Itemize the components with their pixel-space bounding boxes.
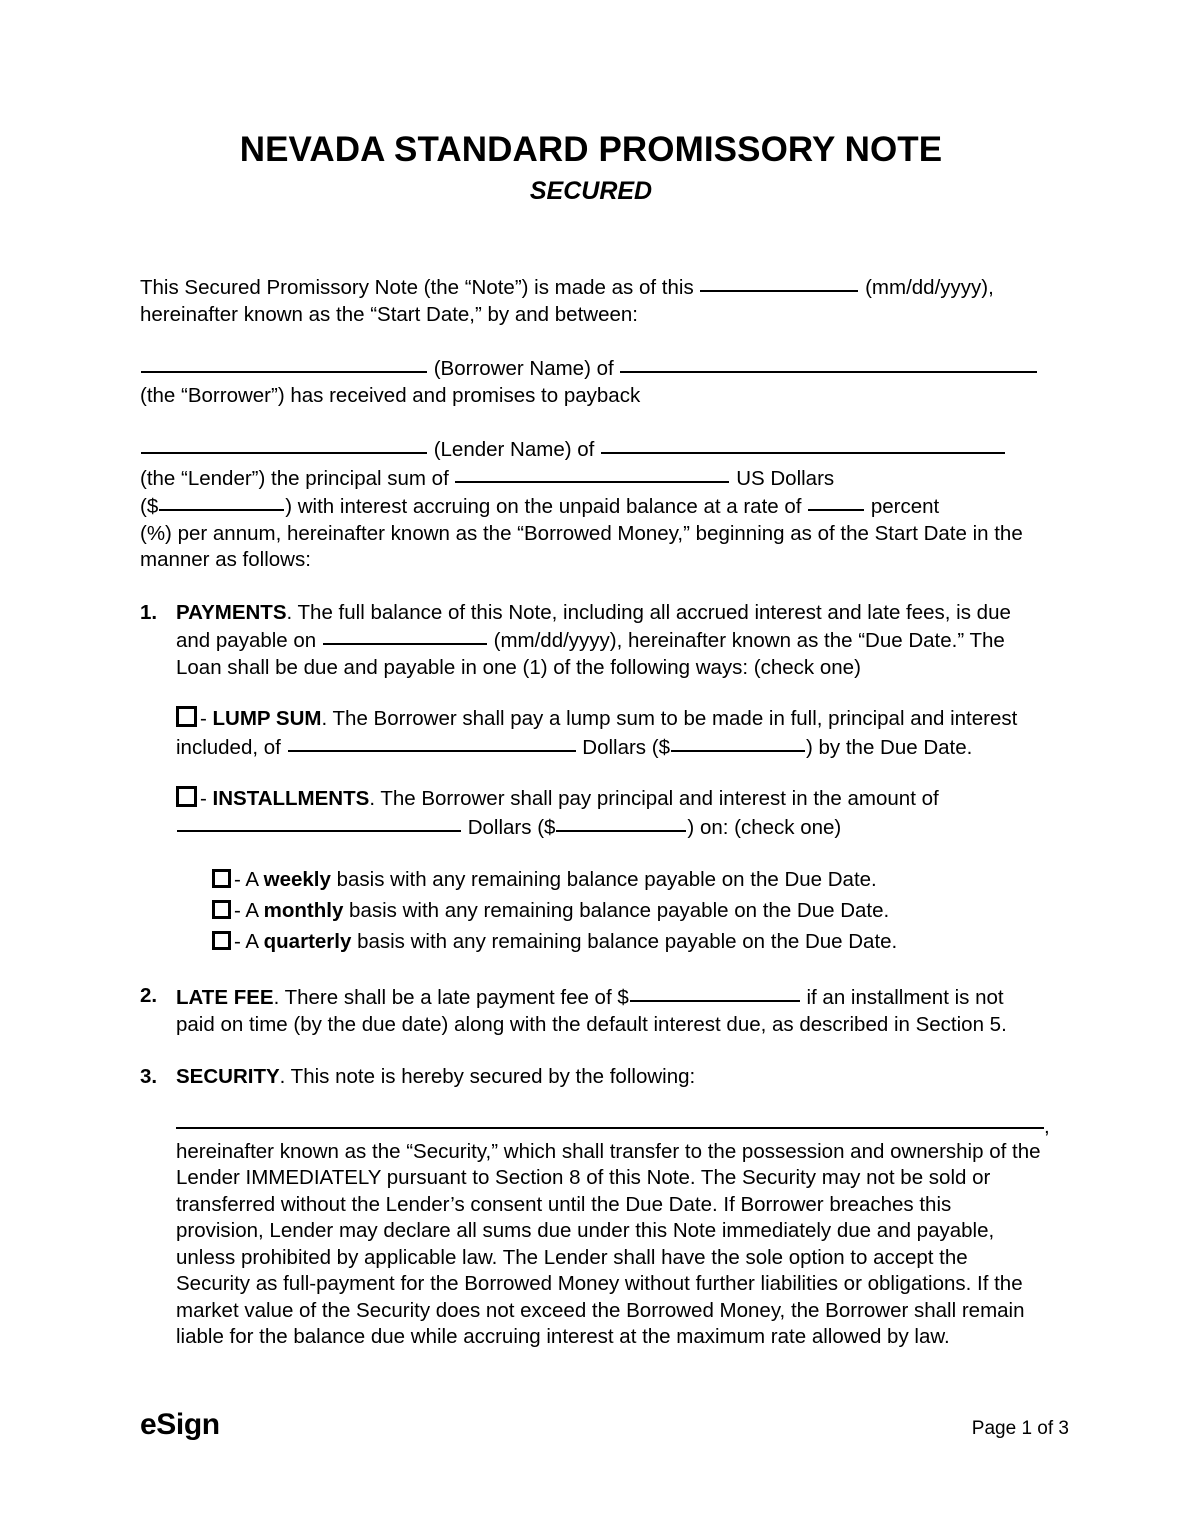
- interest-rate-blank[interactable]: [808, 492, 864, 511]
- option-lump-sum-body: [176, 706, 1042, 761]
- frequency-option-quarterly[interactable]: [212, 926, 1042, 957]
- section-payments: [140, 600, 1042, 682]
- intro-line1-b: (mm/dd/yyyy), hereinafter known as the “Start Date,” by and between:: [140, 276, 994, 326]
- checkbox-weekly-icon[interactable]: [212, 869, 231, 888]
- section-security: [140, 1064, 1042, 1091]
- frequency-options-group: [212, 864, 1042, 957]
- option-installments-body: [176, 786, 1042, 841]
- principal-sum-words-blank[interactable]: [455, 464, 729, 483]
- page-number: Page 1 of 3: [971, 1418, 1069, 1439]
- installments-label: INSTALLMENTS: [212, 787, 370, 811]
- section-late-fee: [140, 983, 1042, 1038]
- quarterly-prefix: - A: [234, 930, 264, 954]
- intro-line1-a: This Secured Promissory Note (the “Note”) is made as of this: [140, 276, 694, 300]
- lump-sum-dash: -: [200, 707, 213, 731]
- borrower-name-label: (Borrower Name) of: [433, 357, 614, 381]
- section-3-number: 3.: [140, 1065, 158, 1089]
- section-1-text-b: (mm/dd/yyyy), hereinafter known as the “Due Date.” The Loan shall be due and payable in one (1) of the following ways: (check one): [176, 629, 1005, 679]
- section-2-text-b: if an installment is not paid on time (by the due date) along with the default interest due, as described in Section 5.: [176, 986, 1007, 1036]
- lump-sum-text-c: Dollars ($: [582, 735, 670, 759]
- security-paragraph: hereinafter known as the “Security,” which shall transfer to the possession and ownership of the Lender IMMEDIATELY pursuant to Section 8 of this Note. The Security may not be sold or transferred without the Lender’s consent until the Due Date. If Borrower breaches this provision, Lender may declare all sums due under this Note immediately due and payable, unless prohibited by applicable law. The Lender shall have the sole option to accept the Security as full-payment for the Borrowed Money without further liabilities or obligations. If the market value of the Security does not exceed the Borrowed Money, the Borrower shall remain liable for the balance due while accruing interest at the maximum rate allowed by law.: [176, 1139, 1041, 1349]
- lender-address-blank[interactable]: [601, 435, 1005, 454]
- start-date-blank[interactable]: [700, 273, 858, 292]
- section-2-text-a: . There shall be a late payment fee of $: [273, 986, 629, 1010]
- weekly-label: weekly: [263, 868, 331, 892]
- section-3-heading: SECURITY: [176, 1065, 280, 1089]
- quarterly-suffix: basis with any remaining balance payable on the Due Date.: [351, 930, 898, 954]
- section-2-heading: LATE FEE: [176, 986, 274, 1010]
- monthly-suffix: basis with any remaining balance payable on the Due Date.: [343, 899, 890, 923]
- intro-paragraph: [140, 273, 1042, 328]
- amount-close-text: ) with interest accruing on the unpaid balance at a rate of: [285, 495, 802, 519]
- section-1-body: [176, 600, 1042, 682]
- lump-sum-text-d: ) by the Due Date.: [805, 735, 973, 759]
- lender-tail-b: US Dollars: [736, 466, 835, 490]
- page-subtitle: SECURED: [529, 176, 653, 205]
- weekly-suffix: basis with any remaining balance payable on the Due Date.: [330, 868, 877, 892]
- annum-tail-text: (%) per annum, hereinafter known as the “Borrowed Money,” beginning as of the Start Date in the manner as follows:: [140, 521, 1023, 572]
- frequency-option-monthly[interactable]: [212, 895, 1042, 926]
- borrower-block: [140, 354, 1042, 409]
- option-lump-sum[interactable]: [176, 706, 1042, 761]
- monthly-label: monthly: [263, 899, 344, 923]
- section-1-heading: PAYMENTS: [176, 600, 287, 624]
- section-1-text-a: . The full balance of this Note, including all accrued interest and late fees, is due and payable on: [176, 600, 1011, 653]
- section-2-body: [176, 983, 1042, 1038]
- checkbox-monthly-icon[interactable]: [212, 900, 231, 919]
- page-title: NEVADA STANDARD PROMISSORY NOTE: [239, 130, 943, 169]
- installments-amount-blank[interactable]: [556, 813, 686, 832]
- lump-sum-label: LUMP SUM: [212, 707, 322, 731]
- option-installments[interactable]: [176, 786, 1042, 841]
- percent-word: percent: [870, 495, 940, 519]
- security-description-blank-row: [176, 1114, 1050, 1138]
- installments-text-b: . The Borrower shall pay principal and interest in the amount of: [369, 787, 939, 811]
- weekly-prefix: - A: [234, 868, 264, 892]
- title-block: [140, 131, 1042, 204]
- lump-sum-dollars-blank[interactable]: [288, 733, 576, 752]
- borrower-address-blank[interactable]: [620, 354, 1037, 373]
- lump-sum-amount-blank[interactable]: [671, 733, 805, 752]
- lender-block: [140, 435, 1042, 574]
- installments-text-c: Dollars ($: [467, 815, 556, 839]
- due-date-blank[interactable]: [323, 626, 487, 645]
- borrower-name-blank[interactable]: [141, 354, 427, 373]
- quarterly-label: quarterly: [263, 930, 352, 954]
- principal-amount-blank[interactable]: [159, 492, 284, 511]
- monthly-prefix: - A: [234, 899, 264, 923]
- section-1-number: 1.: [140, 600, 158, 624]
- installments-dollars-blank[interactable]: [177, 813, 461, 832]
- lender-name-blank[interactable]: [141, 435, 427, 454]
- page-footer: [140, 1408, 1069, 1442]
- checkbox-installments-icon[interactable]: [176, 786, 197, 807]
- section-3-text-a: . This note is hereby secured by the following:: [279, 1065, 696, 1089]
- security-description-blank[interactable]: [176, 1127, 1044, 1129]
- frequency-option-weekly[interactable]: [212, 864, 1042, 895]
- section-3-body: [176, 1064, 1042, 1091]
- lender-tail-a: (the “Lender”) the principal sum of: [140, 466, 449, 490]
- amount-open-paren: ($: [140, 495, 159, 519]
- esign-logo: eSign: [140, 1408, 220, 1441]
- lump-sum-text-b: . The Borrower shall pay a lump sum to be made in full, principal and interest included, of: [176, 707, 1018, 759]
- late-fee-amount-blank[interactable]: [630, 983, 800, 1002]
- checkbox-lump-sum-icon[interactable]: [176, 706, 197, 727]
- checkbox-quarterly-icon[interactable]: [212, 931, 231, 950]
- lender-name-label: (Lender Name) of: [433, 438, 595, 462]
- borrower-tail-text: (the “Borrower”) has received and promises to payback: [140, 383, 641, 407]
- page-content: [140, 0, 1050, 1371]
- security-blank-comma: ,: [1044, 1114, 1050, 1138]
- installments-dash: -: [200, 787, 213, 811]
- section-2-number: 2.: [140, 984, 158, 1008]
- installments-text-d: ) on: (check one): [687, 815, 842, 839]
